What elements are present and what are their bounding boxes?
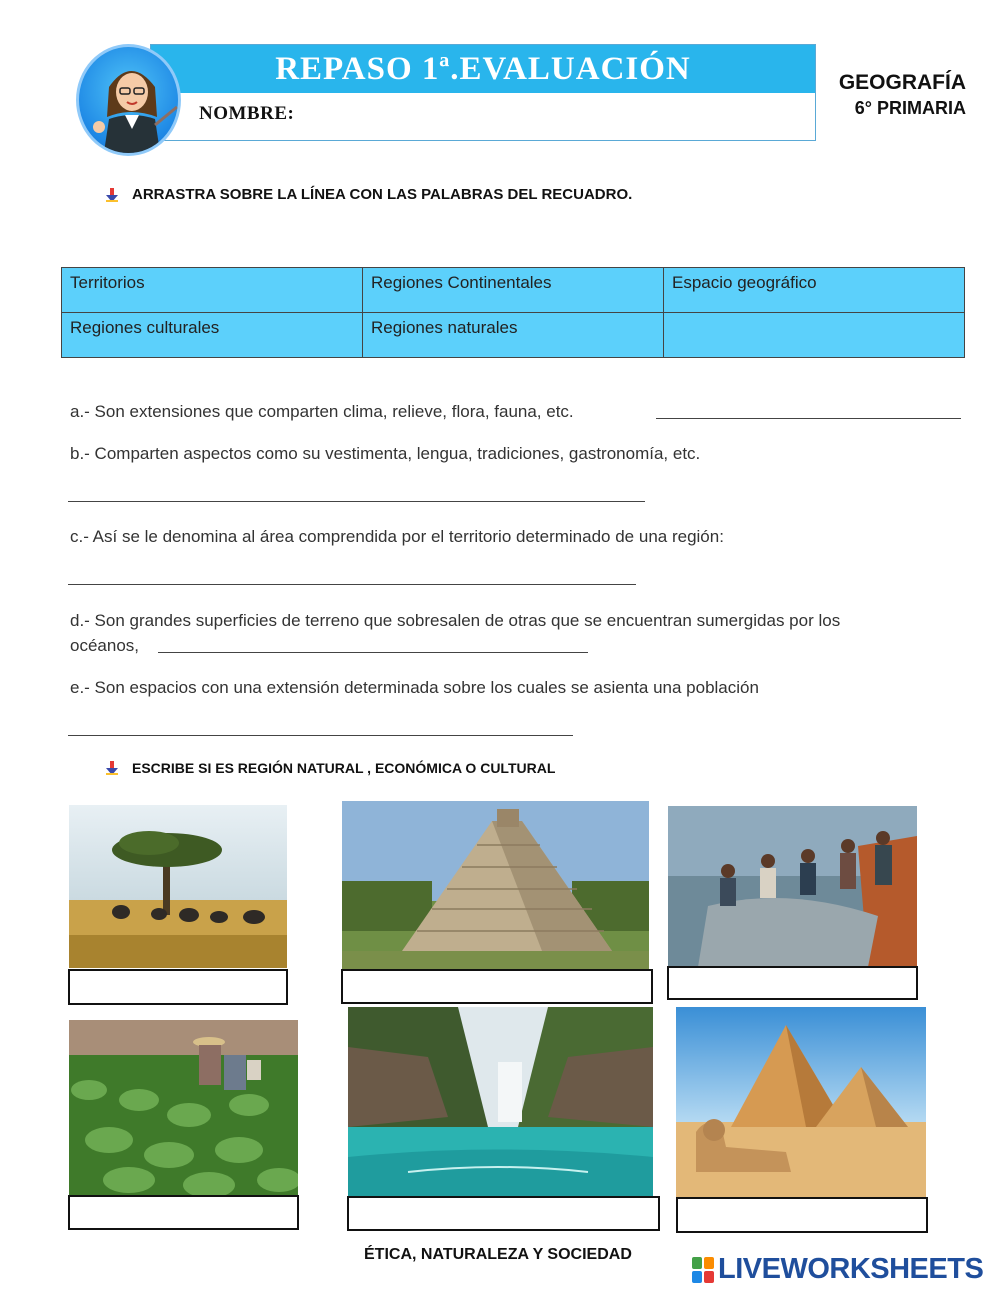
answer-line-b[interactable] bbox=[68, 501, 645, 502]
farm-workers-image bbox=[69, 1020, 298, 1198]
question-e: e.- Son espacios con una extensión determinada sobre los cuales se asienta una población bbox=[70, 678, 759, 697]
word-chip[interactable]: Regiones Continentales bbox=[363, 268, 664, 313]
empty-cell bbox=[664, 313, 965, 358]
egypt-pyramids-image bbox=[676, 1007, 926, 1197]
question-d-line2: océanos, bbox=[70, 636, 139, 655]
instruction-1 bbox=[104, 186, 632, 203]
arrow-down-icon bbox=[104, 187, 120, 203]
answer-line-e[interactable] bbox=[68, 735, 573, 736]
grade-label: 6° PRIMARIA bbox=[854, 98, 966, 118]
answer-box-4[interactable] bbox=[68, 1195, 299, 1230]
waterfall-image bbox=[348, 1007, 653, 1197]
word-chip[interactable]: Regiones culturales bbox=[62, 313, 363, 358]
word-chip[interactable]: Territorios bbox=[62, 268, 363, 313]
instruction-1-text: ARRASTRA SOBRE LA LÍNEA CON LAS PALABRAS DEL RECUADRO. bbox=[132, 186, 633, 203]
arrow-down-icon bbox=[104, 760, 120, 776]
page-title: REPASO 1ª.EVALUACIÓN bbox=[275, 50, 691, 87]
title-band bbox=[151, 45, 815, 93]
fishermen-image bbox=[668, 806, 917, 967]
mayan-pyramid-image bbox=[342, 801, 649, 969]
liveworksheets-logo[interactable] bbox=[692, 1253, 983, 1286]
footer-text: ÉTICA, NATURALEZA Y SOCIEDAD bbox=[364, 1246, 632, 1263]
table-row bbox=[62, 268, 965, 313]
answer-line-a[interactable] bbox=[656, 418, 961, 419]
word-box-table bbox=[61, 267, 965, 358]
liveworksheets-icon bbox=[692, 1257, 714, 1283]
answer-box-6[interactable] bbox=[676, 1197, 928, 1233]
answer-line-c[interactable] bbox=[68, 584, 636, 585]
instruction-2 bbox=[104, 760, 555, 776]
question-d-line1: d.- Son grandes superficies de terreno que sobresalen de otras que se encuentran sumergidas por los bbox=[70, 611, 841, 630]
answer-box-3[interactable] bbox=[667, 966, 918, 1000]
teacher-avatar bbox=[76, 44, 181, 156]
question-c: c.- Así se le denomina al área comprendida por el territorio determinado de una región: bbox=[70, 527, 724, 546]
savanna-image bbox=[69, 805, 287, 968]
answer-line-d[interactable] bbox=[158, 652, 588, 653]
name-label: NOMBRE: bbox=[199, 103, 295, 124]
question-b: b.- Comparten aspectos como su vestimenta, lengua, tradiciones, gastronomía, etc. bbox=[70, 444, 701, 463]
word-chip[interactable]: Regiones naturales bbox=[363, 313, 664, 358]
answer-box-5[interactable] bbox=[347, 1196, 660, 1231]
table-row bbox=[62, 313, 965, 358]
instruction-2-text: ESCRIBE SI ES REGIÓN NATURAL , ECONÓMICA O CULTURAL bbox=[132, 760, 556, 776]
answer-box-2[interactable] bbox=[341, 969, 653, 1004]
word-chip[interactable]: Espacio geográfico bbox=[664, 268, 965, 313]
subject-label: GEOGRAFÍA bbox=[838, 71, 966, 94]
logo-text: LIVEWORKSHEETS bbox=[718, 1253, 984, 1285]
question-a: a.- Son extensiones que comparten clima, relieve, flora, fauna, etc. bbox=[70, 402, 574, 421]
header-box bbox=[150, 44, 816, 141]
answer-box-1[interactable] bbox=[68, 969, 288, 1005]
subject-block bbox=[839, 70, 966, 120]
